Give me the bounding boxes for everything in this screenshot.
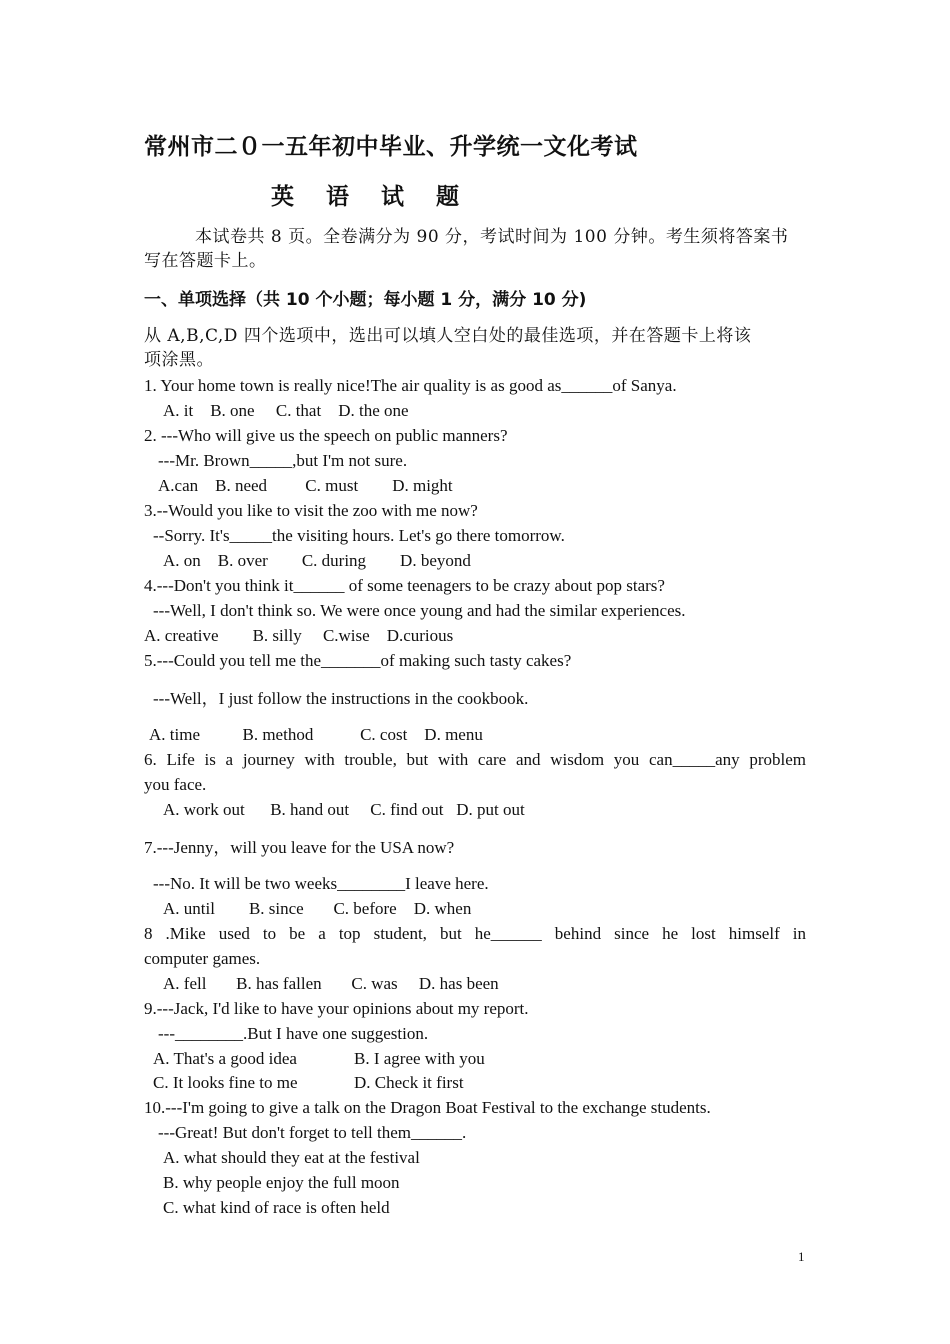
- q5-options: A. time B. method C. cost D. menu: [149, 725, 483, 744]
- q6-options: A. work out B. hand out C. find out D. put out: [163, 800, 525, 819]
- q10-stem: 10.---I'm going to give a talk on the Dragon Boat Festival to the exchange students.: [144, 1098, 711, 1117]
- q10-option-c: C. what kind of race is often held: [163, 1198, 390, 1217]
- q4-stem: 4.---Don't you think it______ of some teenagers to be crazy about pop stars?: [144, 576, 665, 595]
- q9-stem: 9.---Jack, I'd like to have your opinions about my report.: [144, 999, 529, 1018]
- q2-reply: ---Mr. Brown_____,but I'm not sure.: [158, 451, 408, 470]
- q4-options: A. creative B. silly C.wise D.curious: [144, 626, 454, 645]
- q8-stem-line-1: 8 .Mike used to be a top student, but he______ behind since he lost himself in: [144, 924, 806, 943]
- q5-reply: ---Well，I just follow the instructions in the cookbook.: [153, 689, 529, 708]
- section-instruction-line-1: 从 A,B,C,D 四个选项中，选出可以填人空白处的最佳选项，并在答题卡上将该: [144, 326, 752, 346]
- q9-option-a: A. That's a good idea: [153, 1049, 297, 1068]
- q7-options: A. until B. since C. before D. when: [163, 899, 472, 918]
- page-number: 1: [798, 1249, 805, 1264]
- q8-stem-line-2: computer games.: [144, 949, 261, 968]
- q7-stem: 7.---Jenny，will you leave for the USA now?: [144, 838, 455, 857]
- q6-stem-line-2: you face.: [144, 775, 207, 794]
- q7-reply: ---No. It will be two weeks________I leave here.: [153, 874, 489, 893]
- section-heading: 一、单项选择（共 10 个小题；每小题 1 分，满分 10 分): [144, 290, 587, 310]
- q3-stem: 3.--Would you like to visit the zoo with me now?: [144, 501, 478, 520]
- q3-options: A. on B. over C. during D. beyond: [163, 551, 471, 570]
- intro-line-1: 本试卷共 8 页。全卷满分为 90 分，考试时间为 100 分钟。考生须将答案书: [195, 227, 789, 247]
- q8-options: A. fell B. has fallen C. was D. has been: [163, 974, 499, 993]
- q1-stem: 1. Your home town is really nice!The air quality is as good as______of Sanya.: [144, 376, 677, 395]
- q5-stem: 5.---Could you tell me the_______of making such tasty cakes?: [144, 651, 572, 670]
- q2-stem: 2. ---Who will give us the speech on public manners?: [144, 426, 508, 445]
- q3-reply: --Sorry. It's_____the visiting hours. Let's go there tomorrow.: [153, 526, 565, 545]
- q4-reply: ---Well, I don't think so. We were once young and had the similar experiences.: [153, 601, 686, 620]
- exam-subtitle: 英 语 试 题: [271, 184, 472, 210]
- q2-options: A.can B. need C. must D. might: [158, 476, 453, 495]
- intro-line-2: 写在答题卡上。: [144, 251, 267, 271]
- q9-option-c: C. It looks fine to me: [153, 1073, 298, 1092]
- q10-option-a: A. what should they eat at the festival: [163, 1148, 420, 1167]
- q10-reply: ---Great! But don't forget to tell them______.: [158, 1123, 467, 1142]
- q1-options: A. it B. one C. that D. the one: [163, 401, 409, 420]
- section-instruction-line-2: 项涂黑。: [144, 350, 214, 370]
- q9-option-d: D. Check it first: [354, 1073, 464, 1092]
- q6-stem-line-1: 6. Life is a journey with trouble, but with care and wisdom you can_____any problem: [144, 750, 806, 769]
- q9-reply: ---________.But I have one suggestion.: [158, 1024, 429, 1043]
- q9-option-b: B. I agree with you: [354, 1049, 485, 1068]
- q10-option-b: B. why people enjoy the full moon: [163, 1173, 400, 1192]
- exam-title: 常州市二０一五年初中毕业、升学统一文化考试: [144, 134, 638, 160]
